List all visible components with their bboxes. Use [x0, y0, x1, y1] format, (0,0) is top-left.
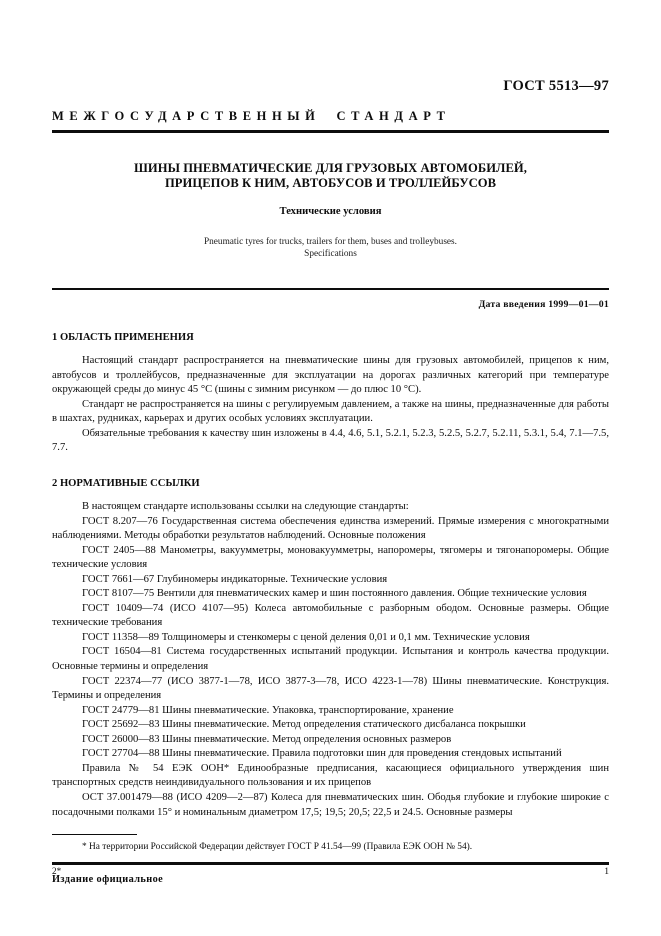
reference-item: ГОСТ 16504—81 Система государственных испытаний продукции. Испытания и контроль качества продукции. Основные термины и определения [52, 646, 609, 673]
standard-number: ГОСТ 5513—97 [503, 78, 609, 94]
page-number: 1 [604, 866, 609, 877]
section1-paragraph-3: Обязательные требования к качеству шин изложены в 4.4, 4.6, 5.1, 5.2.1, 5.2.3, 5.2.5, 5.2.7, 5.2.11, 5.3.1, 5.4, 7.1—7.5, 7.7. [52, 427, 609, 454]
footnote-text: * На территории Российской Федерации действует ГОСТ Р 41.54—99 (Правила ЕЭК ООН № 54). [82, 842, 473, 853]
reference-item: ГОСТ 11358—89 Толщиномеры и стенкомеры с ценой деления 0,01 и 0,1 мм. Технические условия [82, 631, 530, 643]
reference-item: ГОСТ 2405—88 Манометры, вакуумметры, моновакуумметры, напоромеры, тягомеры и тягонапоромеры. Общие технические условия [52, 544, 609, 571]
section-heading-scope: 1 ОБЛАСТЬ ПРИМЕНЕНИЯ [52, 332, 194, 344]
reference-item: ОСТ 37.001479—88 (ИСО 4209—2—87) Колеса для пневматических шин. Ободья глубокие и глубокие широкие с посадочными полками 15° и номинальным диаметром 17,5; 19,5; 20,5; 22,5 и 24.5. Основные размеры [52, 791, 609, 818]
standard-banner-word-2: СТАНДАРТ [336, 109, 451, 123]
reference-item: ГОСТ 25692—83 Шины пневматические. Метод определения статического дисбаланса покрышки [82, 719, 526, 731]
page-content [52, 0, 609, 885]
header-rule-bottom [52, 288, 609, 291]
page-footer [52, 866, 609, 877]
english-title-line-2: Specifications [304, 248, 357, 259]
reference-item: ГОСТ 22374—77 (ИСО 3877-1—78, ИСО 3877-3—78, ИСО 4223-1—78) Шины пневматические. Конструкция. Термины и определения [52, 675, 609, 702]
page-title-line-1: ШИНЫ ПНЕВМАТИЧЕСКИЕ ДЛЯ ГРУЗОВЫХ АВТОМОБИЛЕЙ, [134, 160, 527, 175]
official-edition-label: Издание официальное [52, 873, 164, 885]
section-heading-normative-references: 2 НОРМАТИВНЫЕ ССЫЛКИ [52, 478, 200, 490]
english-title-line-1: Pneumatic tyres for trucks, trailers for them, buses and trolleybuses. [203, 236, 458, 247]
title-rule-wrapper [52, 288, 609, 291]
introduction-date: Дата введения 1999—01—01 [478, 299, 609, 311]
section2-lead: В настоящем стандарте использованы ссылки на следующие стандарты: [82, 501, 409, 513]
reference-item: ГОСТ 24779—81 Шины пневматические. Упаковка, транспортирование, хранение [82, 704, 454, 716]
reference-item: ГОСТ 26000—83 Шины пневматические. Метод определения основных размеров [82, 733, 452, 745]
page-subtitle: Технические условия [279, 205, 382, 217]
reference-item: ГОСТ 10409—74 (ИСО 4107—95) Колеса автомобильные с разборным ободом. Основные размеры. Общие технические требования [52, 602, 609, 629]
standard-banner [52, 109, 609, 124]
signature-mark: 2* [52, 866, 62, 876]
standard-banner-word-1: МЕЖГОСУДАРСТВЕННЫЙ [52, 109, 321, 123]
reference-item: ГОСТ 27704—88 Шины пневматические. Правила подготовки шин для проведения стендовых испытаний [82, 748, 562, 760]
header-rule-top [52, 130, 609, 133]
page-title-line-2: ПРИЦЕПОВ К НИМ, АВТОБУСОВ И ТРОЛЛЕЙБУСОВ [164, 176, 497, 191]
reference-item: ГОСТ 8.207—76 Государственная система обеспечения единства измерений. Прямые измерения с многократными наблюдениями. Методы обработки результатов наблюдений. Основные положения [52, 515, 609, 542]
page-title [52, 161, 609, 192]
footnote-separator [52, 834, 137, 835]
reference-item: ГОСТ 7661—67 Глубиномеры индикаторные. Технические условия [82, 573, 388, 585]
section1-paragraph-2: Стандарт не распространяется на шины с регулируемым давлением, а также на шины, предназначенные для работы в шахтах, рудниках, карьерах и других особых условиях эксплуатации. [52, 398, 609, 425]
footer-rule [52, 862, 609, 864]
english-title [52, 236, 609, 260]
reference-item: ГОСТ 8107—75 Вентили для пневматических камер и шин постоянного давления. Общие технические условия [82, 588, 587, 600]
section1-paragraph-1: Настоящий стандарт распространяется на пневматические шины для грузовых автомобилей, прицепов к ним, автобусов и троллейбусов, предназначенные для эксплуатации на дорогах различных категорий при температуре окружающей среды до минус 45 °С (шины с зимним рисунком — до плюс 10 °С). [52, 355, 609, 396]
reference-item: Правила № 54 ЕЭК ООН* Единообразные предписания, касающиеся официального утверждения шин транспортных средств неиндивидуального пользования и их прицепов [52, 762, 609, 789]
